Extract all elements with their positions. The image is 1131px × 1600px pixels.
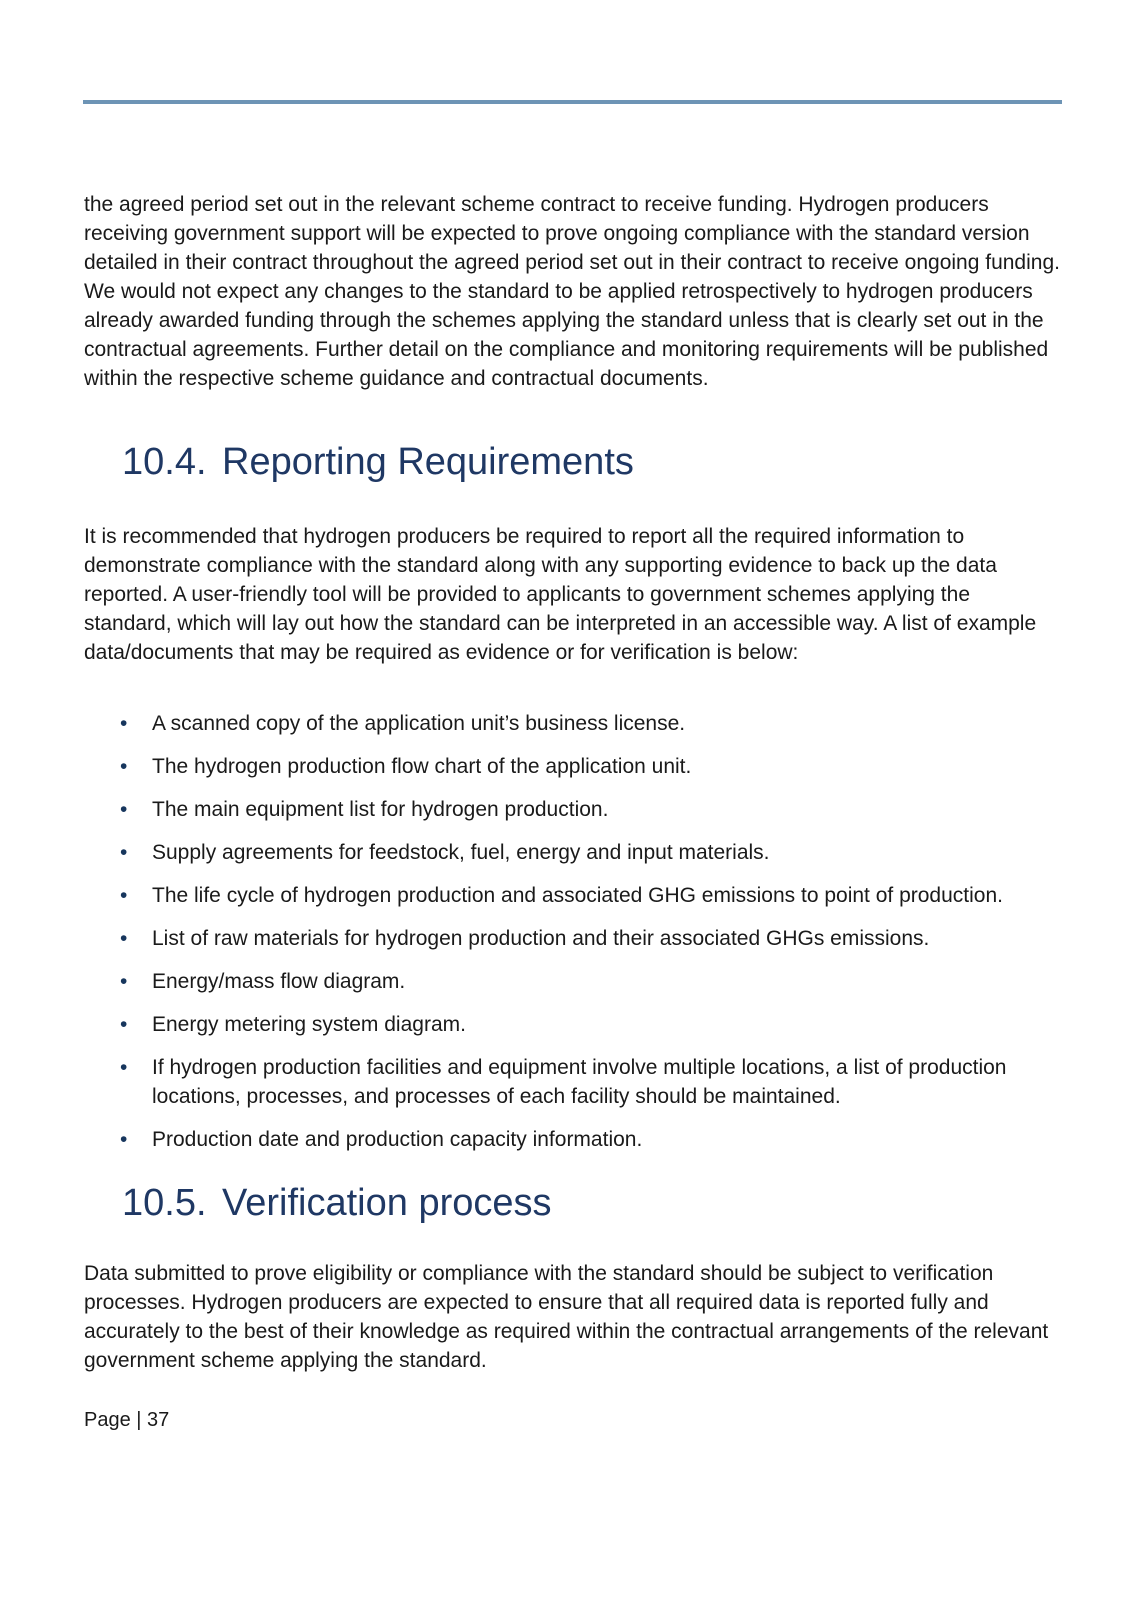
- section-title: Verification process: [222, 1182, 552, 1224]
- page-number-label: Page | 37: [84, 1409, 170, 1431]
- list-item: • List of raw materials for hydrogen production and their associated GHGs emissions.: [84, 924, 1062, 953]
- list-item: • Production date and production capacity information.: [84, 1125, 1062, 1154]
- list-item: • Energy/mass flow diagram.: [84, 967, 1062, 996]
- section-heading-10-4: [84, 440, 1062, 484]
- list-item: • Supply agreements for feedstock, fuel, energy and input materials.: [84, 838, 1062, 867]
- page-footer: [84, 1407, 1062, 1433]
- page-content: [0, 190, 1131, 1433]
- list-item: • The main equipment list for hydrogen production.: [84, 795, 1062, 824]
- intro-paragraph: the agreed period set out in the relevant scheme contract to receive funding. Hydrogen producers receiving government support will be expected to prove ongoing compliance with the standard version detailed in their contract throughout the agreed period set out in their contract to receive ongoing funding. We would not expect any changes to the standard to be applied retrospectively to hydrogen producers already awarded funding through the schemes applying the standard unless that is clearly set out in the contractual agreements. Further detail on the compliance and monitoring requirements will be published within the respective scheme guidance and contractual documents.: [84, 193, 1060, 390]
- section-number: 10.4.: [122, 441, 207, 483]
- section-number: 10.5.: [122, 1182, 207, 1224]
- list-item: • Energy metering system diagram.: [84, 1010, 1062, 1039]
- verification-process-paragraph: Data submitted to prove eligibility or compliance with the standard should be subject to verification processes. Hydrogen producers are expected to ensure that all required data is reported fully and accurately to the best of their knowledge as required within the contractual arrangements of the relevant government scheme applying the standard.: [84, 1262, 1049, 1372]
- list-item: • The hydrogen production flow chart of the application unit.: [84, 752, 1062, 781]
- list-item: • The life cycle of hydrogen production and associated GHG emissions to point of production.: [84, 881, 1062, 910]
- section-title: Reporting Requirements: [222, 441, 634, 483]
- header-rule: [83, 100, 1062, 104]
- section-heading-10-5: [84, 1181, 1062, 1225]
- reporting-requirements-paragraph: It is recommended that hydrogen producers be required to report all the required information to demonstrate compliance with the standard along with any supporting evidence to back up the data reported. A user-friendly tool will be provided to applicants to government schemes applying the standard, which will lay out how the standard can be interpreted in an accessible way. A list of example data/documents that may be required as evidence or for verification is below:: [84, 525, 1037, 664]
- evidence-documents-list: [84, 709, 1062, 1154]
- list-item: • A scanned copy of the application unit’s business license.: [84, 709, 1062, 738]
- list-item: • If hydrogen production facilities and equipment involve multiple locations, a list of production locations, processes, and processes of each facility should be maintained.: [84, 1053, 1062, 1111]
